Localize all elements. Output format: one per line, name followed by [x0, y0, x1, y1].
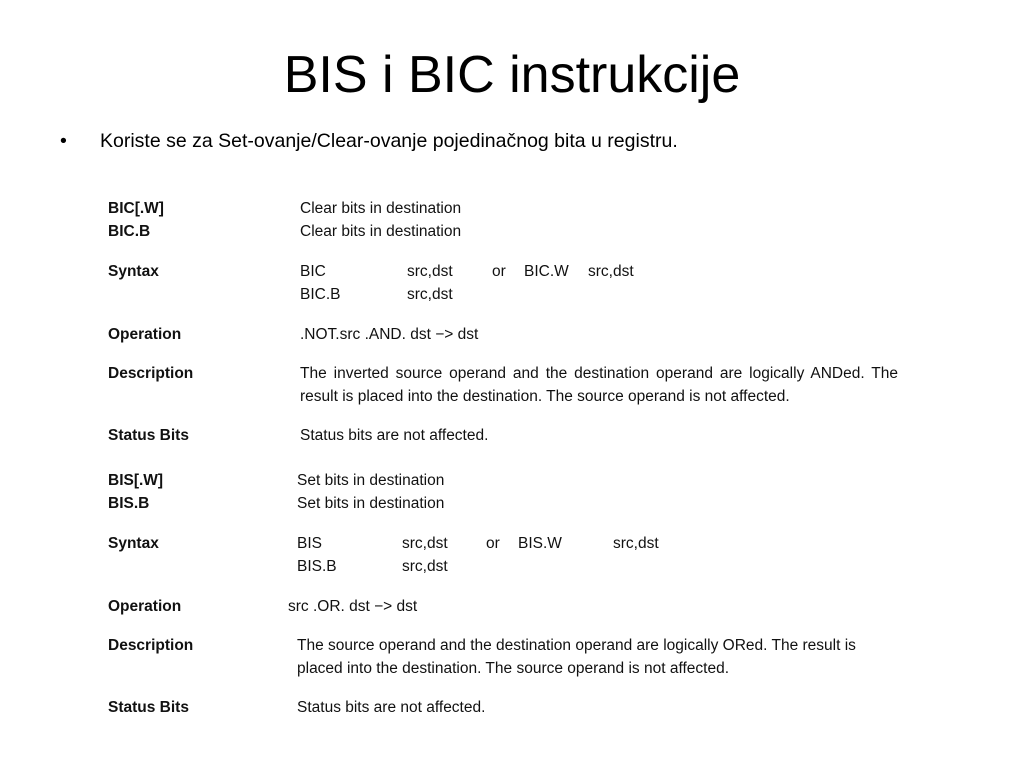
bis-status-row [108, 696, 908, 719]
bis-operation-label: Operation [108, 598, 182, 615]
bic-word-desc: Clear bits in destination [300, 200, 462, 217]
bullet-dot-icon: • [60, 130, 67, 152]
bic-syntax-args-b: src,dst [407, 286, 453, 303]
bis-status-value: Status bits are not affected. [297, 699, 486, 716]
bis-syntax-label: Syntax [108, 535, 159, 552]
bis-operation-value: src .OR. dst −> dst [288, 598, 418, 615]
bic-status-label: Status Bits [108, 427, 189, 444]
bic-operation-label: Operation [108, 326, 182, 343]
bic-description-row [108, 362, 908, 408]
bullet-item [60, 127, 678, 155]
bis-byte-desc: Set bits in destination [297, 495, 445, 512]
bis-syntax-value [297, 532, 897, 578]
bic-description-value: The inverted source operand and the destination operand are logically ANDed. The result is placed into the destination. The source operand is not affected. [300, 365, 898, 405]
bic-operation-row [108, 323, 908, 346]
bis-syntax-args-b: src,dst [402, 558, 448, 575]
bis-description-label: Description [108, 637, 194, 654]
bic-syntax-args2: src,dst [588, 263, 634, 280]
bis-syntax-args2: src,dst [613, 535, 659, 552]
bic-syntax-args: src,dst [407, 263, 453, 280]
bic-byte-row [108, 220, 908, 243]
bic-description-label: Description [108, 365, 194, 382]
bic-word-name: BIC[.W] [108, 200, 164, 217]
bic-syntax-op: BIC [300, 263, 326, 280]
bic-syntax-line-2 [300, 283, 900, 306]
bic-status-row [108, 424, 908, 447]
bis-syntax-or: or [486, 535, 500, 552]
bis-word-desc: Set bits in destination [297, 472, 445, 489]
bic-syntax-op2: BIC.W [524, 263, 569, 280]
bic-syntax-or: or [492, 263, 506, 280]
bis-status-label: Status Bits [108, 699, 189, 716]
bic-syntax-op-b: BIC.B [300, 286, 341, 303]
bic-syntax-label: Syntax [108, 263, 159, 280]
bis-syntax-row [108, 532, 908, 578]
instruction-spec [108, 197, 908, 719]
bic-byte-desc: Clear bits in destination [300, 223, 462, 240]
bic-status-value: Status bits are not affected. [300, 427, 489, 444]
bic-syntax-value [300, 260, 900, 306]
bic-block [108, 197, 908, 447]
bis-description-value: The source operand and the destination operand are logically ORed. The result is placed into the destination. The source operand is not affected. [297, 637, 856, 677]
bic-byte-name: BIC.B [108, 223, 151, 240]
bis-syntax-line-1 [297, 532, 897, 555]
bis-byte-row [108, 492, 908, 515]
bis-description-row [108, 634, 908, 680]
bis-byte-name: BIS.B [108, 495, 150, 512]
bis-operation-row [108, 595, 908, 618]
bis-syntax-line-2 [297, 555, 897, 578]
bic-word-row [108, 197, 908, 220]
bis-syntax-op2: BIS.W [518, 535, 562, 552]
bic-syntax-row [108, 260, 908, 306]
bis-syntax-op-b: BIS.B [297, 558, 337, 575]
slide-title: BIS i BIC instrukcije [283, 46, 741, 104]
bic-operation-value: .NOT.src .AND. dst −> dst [300, 326, 479, 343]
bullet-text: Koriste se za Set-ovanje/Clear-ovanje pojedinačnog bita u registru. [100, 130, 678, 152]
bis-word-name: BIS[.W] [108, 472, 164, 489]
bic-syntax-line-1 [300, 260, 900, 283]
bis-word-row [108, 469, 908, 492]
bis-block [108, 469, 908, 719]
bis-syntax-op: BIS [297, 535, 322, 552]
bis-syntax-args: src,dst [402, 535, 448, 552]
